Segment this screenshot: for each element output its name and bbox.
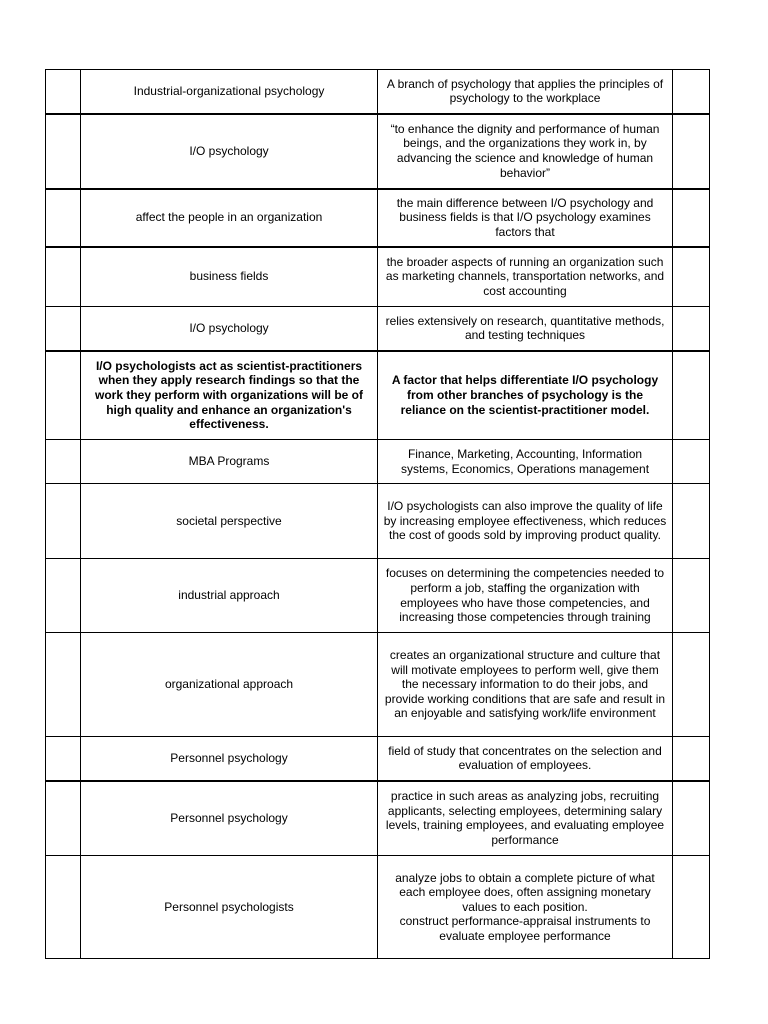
left-blank-cell [46,247,81,307]
left-blank-cell [46,781,81,856]
left-blank-cell [46,856,81,959]
definition-cell: field of study that concentrates on the selection and evaluation of employees. [378,737,673,781]
term-cell: I/O psychology [81,114,378,189]
definition-cell: creates an organizational structure and culture that will motivate employees to perform well, give them the necessary information to do their jobs, and provide working conditions that are safe and result in an enjoyable and satisfying work/life environment [378,633,673,737]
table-row [46,351,710,440]
table-row [46,70,710,114]
definition-cell: the main difference between I/O psychology and business fields is that I/O psychology examines factors that [378,189,673,247]
table-row [46,559,710,633]
term-cell: Personnel psychology [81,737,378,781]
right-blank-cell [673,856,710,959]
table-row [46,114,710,189]
left-blank-cell [46,307,81,351]
definition-cell: A branch of psychology that applies the principles of psychology to the workplace [378,70,673,114]
table-row [46,307,710,351]
table-row [46,247,710,307]
definition-cell: focuses on determining the competencies needed to perform a job, staffing the organization with employees who have those competencies, and increasing those competencies through training [378,559,673,633]
table-row [46,856,710,959]
definition-cell: analyze jobs to obtain a complete picture of what each employee does, often assigning monetary values to each position. construct performance-appraisal instruments to evaluate employee performance [378,856,673,959]
table-row [46,440,710,484]
left-blank-cell [46,440,81,484]
definition-cell: I/O psychologists can also improve the quality of life by increasing employee effectiveness, which reduces the cost of goods sold by improving product quality. [378,484,673,559]
table-row [46,781,710,856]
right-blank-cell [673,484,710,559]
flashcard-table [45,69,710,959]
table-row [46,484,710,559]
term-cell: business fields [81,247,378,307]
right-blank-cell [673,781,710,856]
table-row [46,737,710,781]
right-blank-cell [673,559,710,633]
definition-cell: practice in such areas as analyzing jobs, recruiting applicants, selecting employees, determining salary levels, training employees, and evaluating employee performance [378,781,673,856]
definition-cell: relies extensively on research, quantitative methods, and testing techniques [378,307,673,351]
left-blank-cell [46,351,81,440]
right-blank-cell [673,189,710,247]
left-blank-cell [46,189,81,247]
term-cell: organizational approach [81,633,378,737]
right-blank-cell [673,440,710,484]
left-blank-cell [46,737,81,781]
definition-cell: “to enhance the dignity and performance of human beings, and the organizations they work in, by advancing the science and knowledge of human behavior” [378,114,673,189]
definition-cell: A factor that helps differentiate I/O psychology from other branches of psychology is the reliance on the scientist-practitioner model. [378,351,673,440]
term-cell: affect the people in an organization [81,189,378,247]
term-cell: societal perspective [81,484,378,559]
definition-cell: the broader aspects of running an organization such as marketing channels, transportation networks, and cost accounting [378,247,673,307]
left-blank-cell [46,114,81,189]
table-row [46,189,710,247]
term-cell: I/O psychology [81,307,378,351]
term-cell: I/O psychologists act as scientist-practitioners when they apply research findings so that the work they perform with organizations will be of high quality and enhance an organization's effectiveness. [81,351,378,440]
right-blank-cell [673,307,710,351]
right-blank-cell [673,114,710,189]
left-blank-cell [46,484,81,559]
right-blank-cell [673,351,710,440]
left-blank-cell [46,559,81,633]
right-blank-cell [673,70,710,114]
term-cell: industrial approach [81,559,378,633]
term-cell: Personnel psychologists [81,856,378,959]
table-row [46,633,710,737]
definition-cell: Finance, Marketing, Accounting, Information systems, Economics, Operations management [378,440,673,484]
right-blank-cell [673,737,710,781]
left-blank-cell [46,633,81,737]
term-cell: Personnel psychology [81,781,378,856]
right-blank-cell [673,633,710,737]
left-blank-cell [46,70,81,114]
term-cell: Industrial-organizational psychology [81,70,378,114]
right-blank-cell [673,247,710,307]
term-cell: MBA Programs [81,440,378,484]
